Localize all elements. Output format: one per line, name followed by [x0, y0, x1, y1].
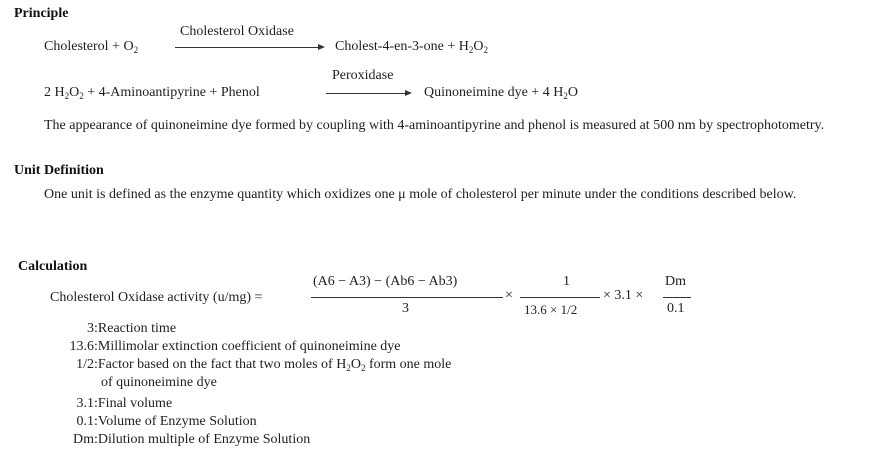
definition-row: Dm:Dilution multiple of Enzyme Solution: [73, 432, 311, 447]
principle-description: The appearance of quinoneimine dye formed by coupling with 4-aminoantipyrine and phenol is measured at 500 nm by spectrophotometry.: [44, 118, 825, 133]
definition-row-continuation: of quinoneimine dye: [101, 375, 217, 390]
formula-frac1-denominator: 3: [402, 301, 409, 316]
formula-frac3-denominator: 0.1: [667, 301, 685, 316]
reaction1-products: Cholest-4-en-3-one + $H_2O_2$: [335, 39, 488, 55]
formula-lhs: Cholesterol Oxidase activity (u/mg) =: [50, 290, 263, 305]
definition-row: 3.1:Final volume: [76, 396, 173, 411]
reaction1-reactants: Cholesterol + $O_2$: [44, 39, 139, 55]
formula-times-1: ×: [505, 288, 513, 303]
reaction2-enzyme: Peroxidase: [332, 68, 394, 83]
reaction2-reactants: 2 $H_2O_2$ + 4-Aminoantipyrine + Phenol: [44, 85, 260, 101]
calculation-heading: Calculation: [18, 259, 88, 274]
unit-definition-heading: Unit Definition: [14, 163, 104, 178]
unit-definition-text: One unit is defined as the enzyme quantity which oxidizes one μ mole of cholesterol per minute under the conditions described below.: [44, 187, 797, 202]
fraction-bar-1: [311, 297, 503, 298]
fraction-bar-3: [663, 297, 691, 298]
formula-frac3-numerator: Dm: [665, 274, 686, 289]
definition-row: 1/2:Factor based on the fact that two moles of $H_2O_2$ form one mole: [76, 357, 452, 373]
formula-frac1-numerator: (A6 − A3) − (Ab6 − Ab3): [313, 274, 458, 289]
reaction1-arrow-icon: [175, 47, 323, 48]
fraction-bar-2: [520, 297, 600, 298]
principle-heading: Principle: [14, 6, 69, 21]
formula-frac2-numerator: 1: [563, 274, 570, 289]
reaction2-products: Quinoneimine dye + 4 $H_2O$: [424, 85, 578, 101]
formula-middle: × 3.1 ×: [603, 288, 644, 303]
definition-row: 3:Reaction time: [87, 321, 177, 336]
definition-row: 13.6:Millimolar extinction coefficient of quinoneimine dye: [69, 339, 401, 354]
formula-frac2-denominator: 13.6 × 1/2: [524, 302, 578, 317]
definition-row: 0.1:Volume of Enzyme Solution: [76, 414, 257, 429]
reaction2-arrow-icon: [326, 93, 410, 94]
reaction1-enzyme: Cholesterol Oxidase: [180, 24, 294, 39]
